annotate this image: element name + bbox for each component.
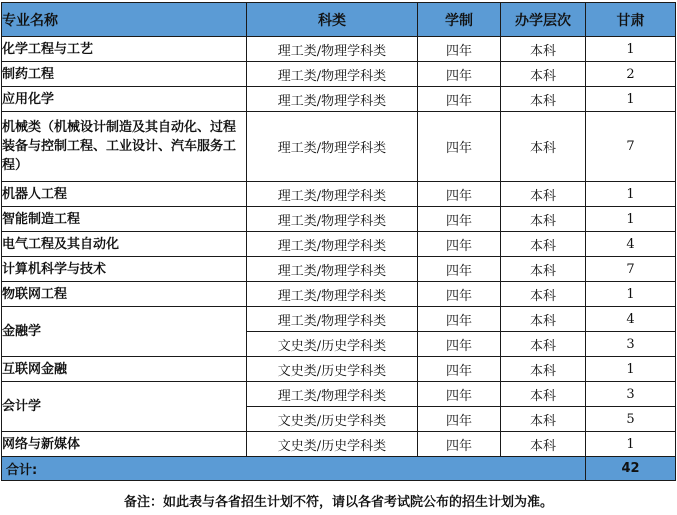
- table-row: [2, 232, 676, 257]
- table-row: [2, 182, 676, 207]
- table-row: [2, 62, 676, 87]
- level-cell: 本科: [501, 207, 586, 232]
- category-cell: 理工类/物理学科类: [247, 87, 418, 112]
- major-name: 会计学: [2, 382, 247, 432]
- level-cell: 本科: [501, 382, 586, 407]
- duration-cell: 四年: [418, 257, 501, 282]
- count-cell: 1: [586, 282, 676, 307]
- duration-cell: 四年: [418, 112, 501, 182]
- category-cell: 文史类/历史学科类: [247, 357, 418, 382]
- duration-cell: 四年: [418, 357, 501, 382]
- count-cell: 7: [586, 112, 676, 182]
- duration-cell: 四年: [418, 62, 501, 87]
- table-row: [2, 382, 676, 407]
- header-category: 科类: [247, 3, 418, 37]
- level-cell: 本科: [501, 307, 586, 332]
- duration-cell: 四年: [418, 282, 501, 307]
- table-row: [2, 257, 676, 282]
- count-cell: 4: [586, 232, 676, 257]
- level-cell: 本科: [501, 432, 586, 457]
- category-cell: 理工类/物理学科类: [247, 232, 418, 257]
- category-cell: 理工类/物理学科类: [247, 382, 418, 407]
- duration-cell: 四年: [418, 87, 501, 112]
- category-cell: 理工类/物理学科类: [247, 257, 418, 282]
- category-cell: 文史类/历史学科类: [247, 432, 418, 457]
- count-cell: 4: [586, 307, 676, 332]
- header-duration: 学制: [418, 3, 501, 37]
- header-level: 办学层次: [501, 3, 586, 37]
- duration-cell: 四年: [418, 382, 501, 407]
- table-header-row: [2, 3, 676, 37]
- category-cell: 文史类/历史学科类: [247, 407, 418, 432]
- major-name: 机器人工程: [2, 182, 247, 207]
- level-cell: 本科: [501, 37, 586, 62]
- duration-cell: 四年: [418, 182, 501, 207]
- major-name: 化学工程与工艺: [2, 37, 247, 62]
- level-cell: 本科: [501, 407, 586, 432]
- level-cell: 本科: [501, 62, 586, 87]
- duration-cell: 四年: [418, 307, 501, 332]
- table-row: [2, 307, 676, 332]
- table-row: [2, 37, 676, 62]
- count-cell: 1: [586, 37, 676, 62]
- table-row: [2, 432, 676, 457]
- major-name: 电气工程及其自动化: [2, 232, 247, 257]
- duration-cell: 四年: [418, 432, 501, 457]
- header-gansu: 甘肃: [586, 3, 676, 37]
- footnote: 备注：如此表与各省招生计划不符，请以各省考试院公布的招生计划为准。: [123, 495, 553, 510]
- count-cell: 3: [586, 332, 676, 357]
- category-cell: 理工类/物理学科类: [247, 207, 418, 232]
- major-name: 智能制造工程: [2, 207, 247, 232]
- level-cell: 本科: [501, 182, 586, 207]
- category-cell: 理工类/物理学科类: [247, 307, 418, 332]
- duration-cell: 四年: [418, 332, 501, 357]
- table-row: [2, 87, 676, 112]
- count-cell: 1: [586, 87, 676, 112]
- category-cell: 理工类/物理学科类: [247, 112, 418, 182]
- major-name: 网络与新媒体: [2, 432, 247, 457]
- total-row: [2, 457, 676, 481]
- total-value: 42: [586, 457, 676, 481]
- major-name: 制药工程: [2, 62, 247, 87]
- level-cell: 本科: [501, 112, 586, 182]
- major-name: 金融学: [2, 307, 247, 357]
- count-cell: 1: [586, 432, 676, 457]
- level-cell: 本科: [501, 332, 586, 357]
- enrollment-plan-table: [1, 2, 676, 481]
- duration-cell: 四年: [418, 207, 501, 232]
- level-cell: 本科: [501, 357, 586, 382]
- category-cell: 理工类/物理学科类: [247, 37, 418, 62]
- major-name: 机械类（机械设计制造及其自动化、过程装备与控制工程、工业设计、汽车服务工程）: [2, 112, 247, 182]
- major-name: 物联网工程: [2, 282, 247, 307]
- count-cell: 7: [586, 257, 676, 282]
- category-cell: 理工类/物理学科类: [247, 62, 418, 87]
- count-cell: 1: [586, 182, 676, 207]
- level-cell: 本科: [501, 87, 586, 112]
- level-cell: 本科: [501, 282, 586, 307]
- duration-cell: 四年: [418, 232, 501, 257]
- count-cell: 5: [586, 407, 676, 432]
- major-name: 互联网金融: [2, 357, 247, 382]
- header-major: 专业名称: [2, 3, 247, 37]
- major-name: 计算机科学与技术: [2, 257, 247, 282]
- count-cell: 2: [586, 62, 676, 87]
- total-label: 合计:: [2, 457, 586, 481]
- table-row: [2, 357, 676, 382]
- table-row: [2, 282, 676, 307]
- duration-cell: 四年: [418, 407, 501, 432]
- level-cell: 本科: [501, 257, 586, 282]
- category-cell: 文史类/历史学科类: [247, 332, 418, 357]
- category-cell: 理工类/物理学科类: [247, 182, 418, 207]
- count-cell: 3: [586, 382, 676, 407]
- table-row: [2, 207, 676, 232]
- level-cell: 本科: [501, 232, 586, 257]
- table-row: [2, 112, 676, 182]
- duration-cell: 四年: [418, 37, 501, 62]
- count-cell: 1: [586, 357, 676, 382]
- category-cell: 理工类/物理学科类: [247, 282, 418, 307]
- count-cell: 1: [586, 207, 676, 232]
- major-name: 应用化学: [2, 87, 247, 112]
